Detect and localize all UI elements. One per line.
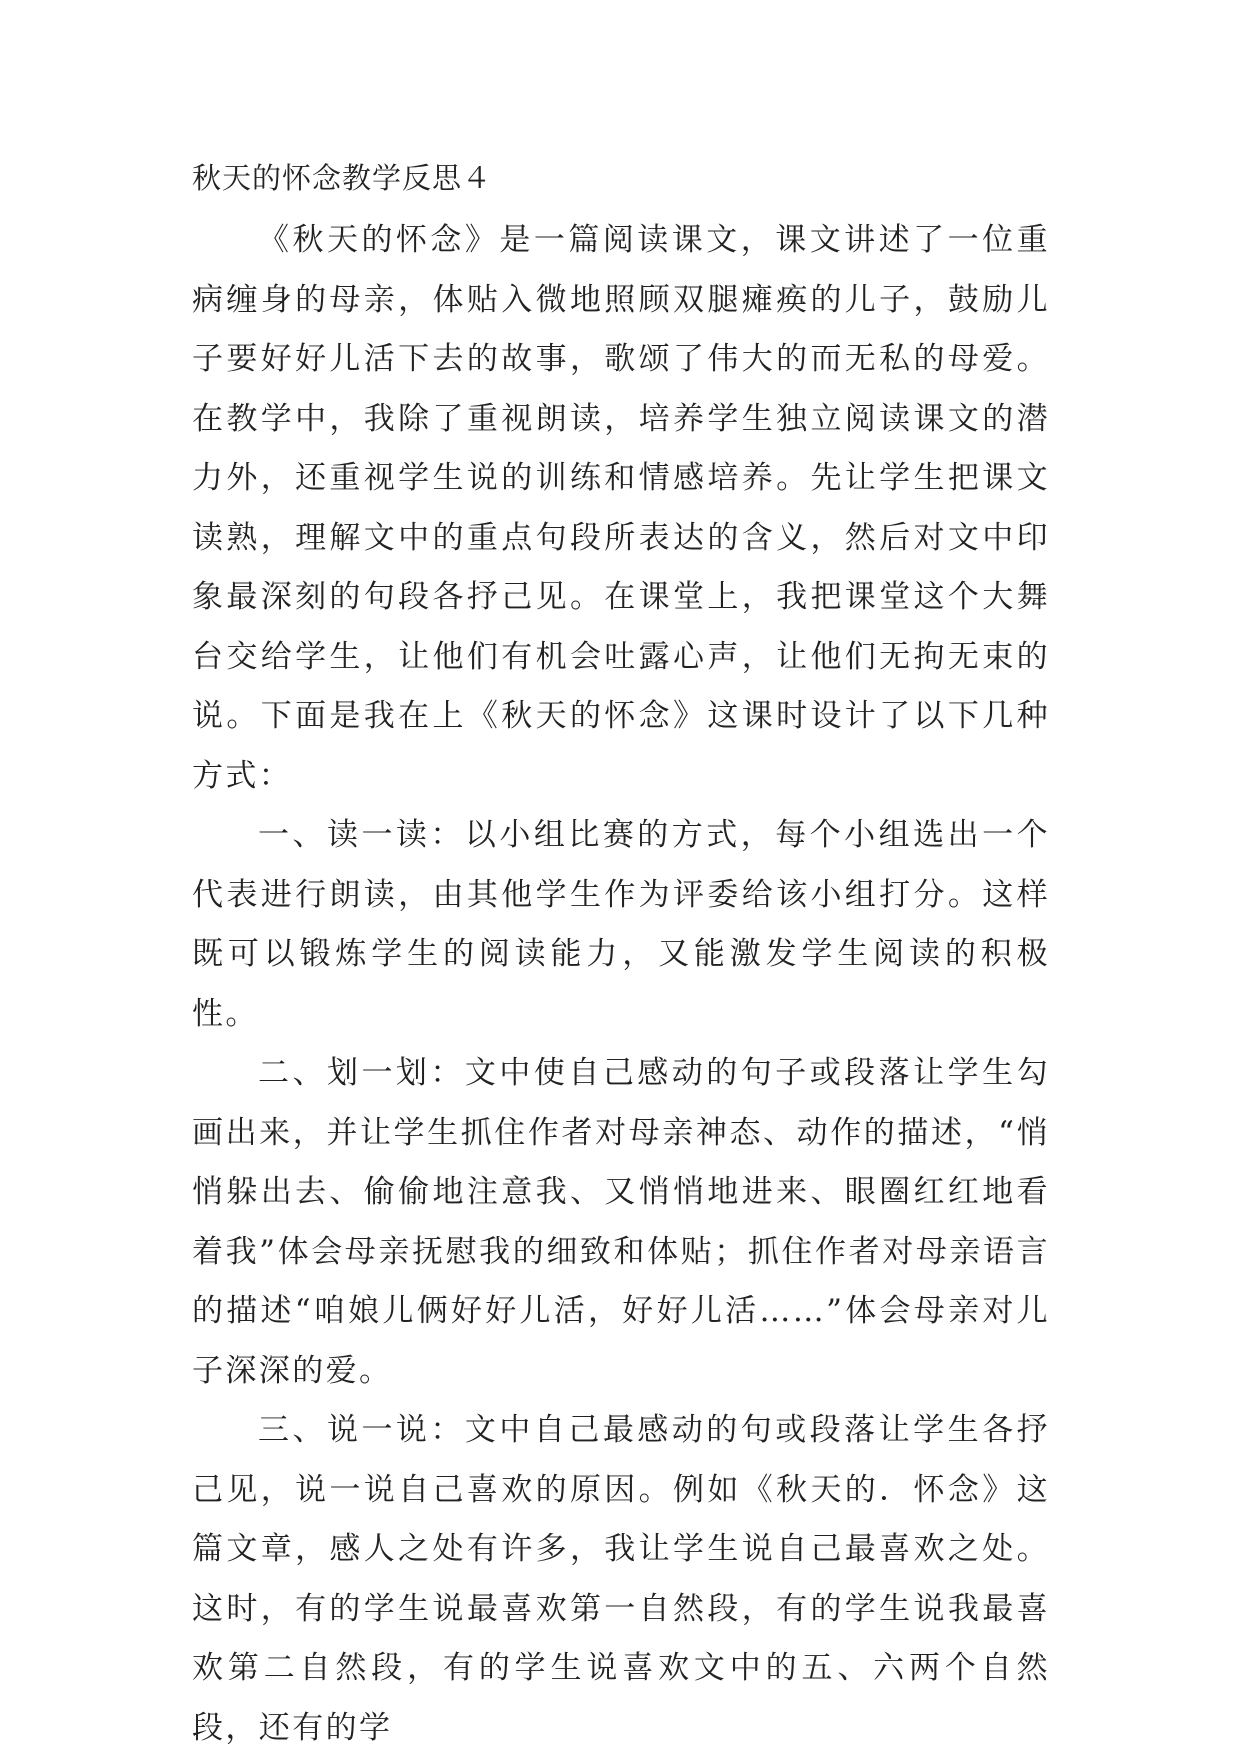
document-title: 秋天的怀念教学反思４ xyxy=(192,161,493,195)
paragraph-mark: 二、划一划：文中使自己感动的句子或段落让学生勾画出来，并让学生抓住作者对母亲神态、动作的描述，“悄悄躲出去、偷偷地注意我、又悄悄地进来、眼圈红红地看着我”体会母亲抚慰我的细致和体贴；抓住作者对母亲语言的描述“咱娘儿俩好好儿活，好好儿活……”体会母亲对儿子深深的爱。 xyxy=(192,1055,1050,1389)
paragraph-read: 一、读一读：以小组比赛的方式，每个小组选出一个代表进行朗读，由其他学生作为评委给该小组打分。这样既可以锻炼学生的阅读能力，又能激发学生阅读的积极性。 xyxy=(192,817,1050,1032)
document-body xyxy=(192,158,1050,1758)
paragraph-intro: 《秋天的怀念》是一篇阅读课文，课文讲述了一位重病缠身的母亲，体贴入微地照顾双腿瘫痪的儿子，鼓励儿子要好好儿活下去的故事，歌颂了伟大的而无私的母爱。在教学中，我除了重视朗读，培养学生独立阅读课文的潜力外，还重视学生说的训练和情感培养。先让学生把课文读熟，理解文中的重点句段所表达的含义，然后对文中印象最深刻的句段各抒己见。在课堂上，我把课堂这个大舞台交给学生，让他们有机会吐露心声，让他们无拘无束的说。下面是我在上《秋天的怀念》这课时设计了以下几种方式： xyxy=(192,222,1050,794)
paragraph-speak: 三、说一说：文中自己最感动的句或段落让学生各抒己见，说一说自己喜欢的原因。例如《秋天的．怀念》这篇文章，感人之处有许多，我让学生说自己最喜欢之处。这时，有的学生说最喜欢第一自然段，有的学生说我最喜欢第二自然段，有的学生说喜欢文中的五、六两个自然段，还有的学 xyxy=(192,1412,1050,1746)
